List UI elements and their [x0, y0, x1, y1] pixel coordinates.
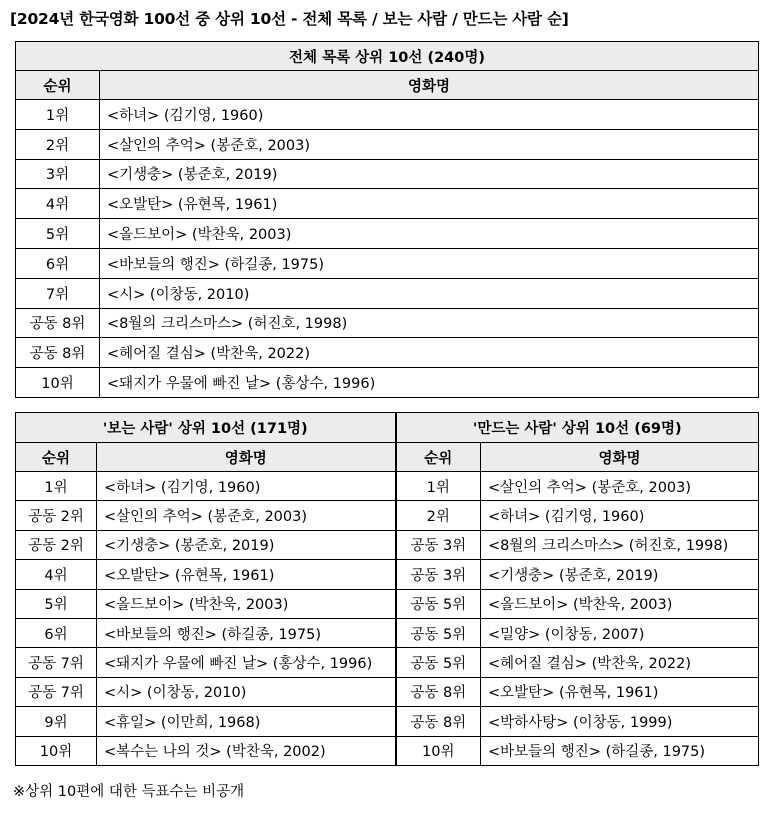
overall-rank-cell: 3위 [16, 159, 100, 189]
table-row [16, 472, 759, 501]
makers-col-movie: 영화명 [481, 443, 759, 472]
makers-movie-cell: <헤어질 결심> (박찬욱, 2022) [481, 648, 759, 677]
viewers-movie-cell: <휴일> (이만희, 1968) [97, 707, 396, 736]
overall-rank-cell: 4위 [16, 189, 100, 219]
makers-movie-cell: <박하사탕> (이창동, 1999) [481, 707, 759, 736]
makers-movie-cell: <살인의 추억> (봉준호, 2003) [481, 472, 759, 501]
overall-rank-cell: 10위 [16, 368, 100, 398]
viewers-rank-cell: 6위 [16, 618, 97, 647]
viewers-table-heading: '보는 사람' 상위 10선 (171명) [16, 413, 396, 443]
makers-movie-cell: <오발탄> (유현목, 1961) [481, 677, 759, 706]
overall-table-heading: 전체 목록 상위 10선 (240명) [16, 42, 759, 71]
viewers-rank-cell: 공동 2위 [16, 530, 97, 559]
overall-rank-cell: 5위 [16, 219, 100, 249]
makers-rank-cell: 2위 [396, 501, 481, 530]
viewers-movie-cell: <하녀> (김기영, 1960) [97, 472, 396, 501]
footnote: ※상위 10편에 대한 득표수는 비공개 [13, 784, 245, 800]
overall-movie-cell: <기생충> (봉준호, 2019) [100, 159, 759, 189]
makers-rank-cell: 공동 5위 [396, 589, 481, 618]
viewers-movie-cell: <기생충> (봉준호, 2019) [97, 530, 396, 559]
overall-rank-cell: 공동 8위 [16, 338, 100, 368]
viewers-movie-cell: <살인의 추억> (봉준호, 2003) [97, 501, 396, 530]
overall-movie-cell: <시> (이창동, 2010) [100, 278, 759, 308]
table-row [16, 248, 759, 278]
viewers-movie-cell: <시> (이창동, 2010) [97, 677, 396, 706]
table-row [16, 159, 759, 189]
overall-movie-cell: <올드보이> (박찬욱, 2003) [100, 219, 759, 249]
table-row [16, 677, 759, 706]
table-row [16, 189, 759, 219]
overall-rank-cell: 7위 [16, 278, 100, 308]
viewers-movie-cell: <복수는 나의 것> (박찬욱, 2002) [97, 736, 396, 765]
table-row [16, 589, 759, 618]
viewers-col-movie: 영화명 [97, 443, 396, 472]
table-row [16, 736, 759, 765]
table-row [16, 129, 759, 159]
table-row [16, 501, 759, 530]
viewers-rank-cell: 공동 2위 [16, 501, 97, 530]
viewers-rank-cell: 4위 [16, 560, 97, 589]
overall-movie-cell: <8월의 크리스마스> (허진호, 1998) [100, 308, 759, 338]
viewers-movie-cell: <돼지가 우물에 빠진 날> (홍상수, 1996) [97, 648, 396, 677]
overall-movie-cell: <살인의 추억> (봉준호, 2003) [100, 129, 759, 159]
makers-rank-cell: 공동 5위 [396, 618, 481, 647]
overall-rank-cell: 공동 8위 [16, 308, 100, 338]
makers-rank-cell: 공동 5위 [396, 648, 481, 677]
viewers-rank-cell: 공동 7위 [16, 677, 97, 706]
overall-movie-cell: <바보들의 행진> (하길종, 1975) [100, 248, 759, 278]
viewers-rank-cell: 10위 [16, 736, 97, 765]
overall-movie-cell: <돼지가 우물에 빠진 날> (홍상수, 1996) [100, 368, 759, 398]
makers-movie-cell: <하녀> (김기영, 1960) [481, 501, 759, 530]
overall-top10-table [15, 41, 759, 398]
overall-movie-cell: <하녀> (김기영, 1960) [100, 100, 759, 130]
viewers-rank-cell: 9위 [16, 707, 97, 736]
table-row [16, 278, 759, 308]
viewers-rank-cell: 5위 [16, 589, 97, 618]
viewers-makers-table [15, 412, 759, 766]
overall-col-rank: 순위 [16, 71, 100, 100]
document-title: [2024년 한국영화 100선 중 상위 10선 - 전체 목록 / 보는 사람 / 만드는 사람 순] [10, 10, 569, 28]
overall-movie-cell: <오발탄> (유현목, 1961) [100, 189, 759, 219]
viewers-movie-cell: <바보들의 행진> (하길종, 1975) [97, 618, 396, 647]
makers-movie-cell: <올드보이> (박찬욱, 2003) [481, 589, 759, 618]
makers-rank-cell: 공동 3위 [396, 530, 481, 559]
table-row [16, 368, 759, 398]
overall-rank-cell: 6위 [16, 248, 100, 278]
makers-table-heading: '만드는 사람' 상위 10선 (69명) [396, 413, 759, 443]
makers-rank-cell: 10위 [396, 736, 481, 765]
overall-rank-cell: 1위 [16, 100, 100, 130]
makers-movie-cell: <바보들의 행진> (하길종, 1975) [481, 736, 759, 765]
table-row [16, 338, 759, 368]
makers-rank-cell: 공동 8위 [396, 677, 481, 706]
makers-col-rank: 순위 [396, 443, 481, 472]
viewers-rank-cell: 공동 7위 [16, 648, 97, 677]
table-row [16, 100, 759, 130]
overall-rank-cell: 2위 [16, 129, 100, 159]
table-row [16, 560, 759, 589]
overall-movie-cell: <헤어질 결심> (박찬욱, 2022) [100, 338, 759, 368]
table-row [16, 530, 759, 559]
makers-movie-cell: <기생충> (봉준호, 2019) [481, 560, 759, 589]
viewers-movie-cell: <오발탄> (유현목, 1961) [97, 560, 396, 589]
viewers-movie-cell: <올드보이> (박찬욱, 2003) [97, 589, 396, 618]
makers-rank-cell: 공동 3위 [396, 560, 481, 589]
table-row [16, 219, 759, 249]
makers-movie-cell: <밀양> (이창동, 2007) [481, 618, 759, 647]
viewers-col-rank: 순위 [16, 443, 97, 472]
table-row [16, 618, 759, 647]
makers-rank-cell: 1위 [396, 472, 481, 501]
makers-rank-cell: 공동 8위 [396, 707, 481, 736]
viewers-rank-cell: 1위 [16, 472, 97, 501]
makers-movie-cell: <8월의 크리스마스> (허진호, 1998) [481, 530, 759, 559]
table-row [16, 308, 759, 338]
overall-col-movie: 영화명 [100, 71, 759, 100]
table-row [16, 707, 759, 736]
table-row [16, 648, 759, 677]
